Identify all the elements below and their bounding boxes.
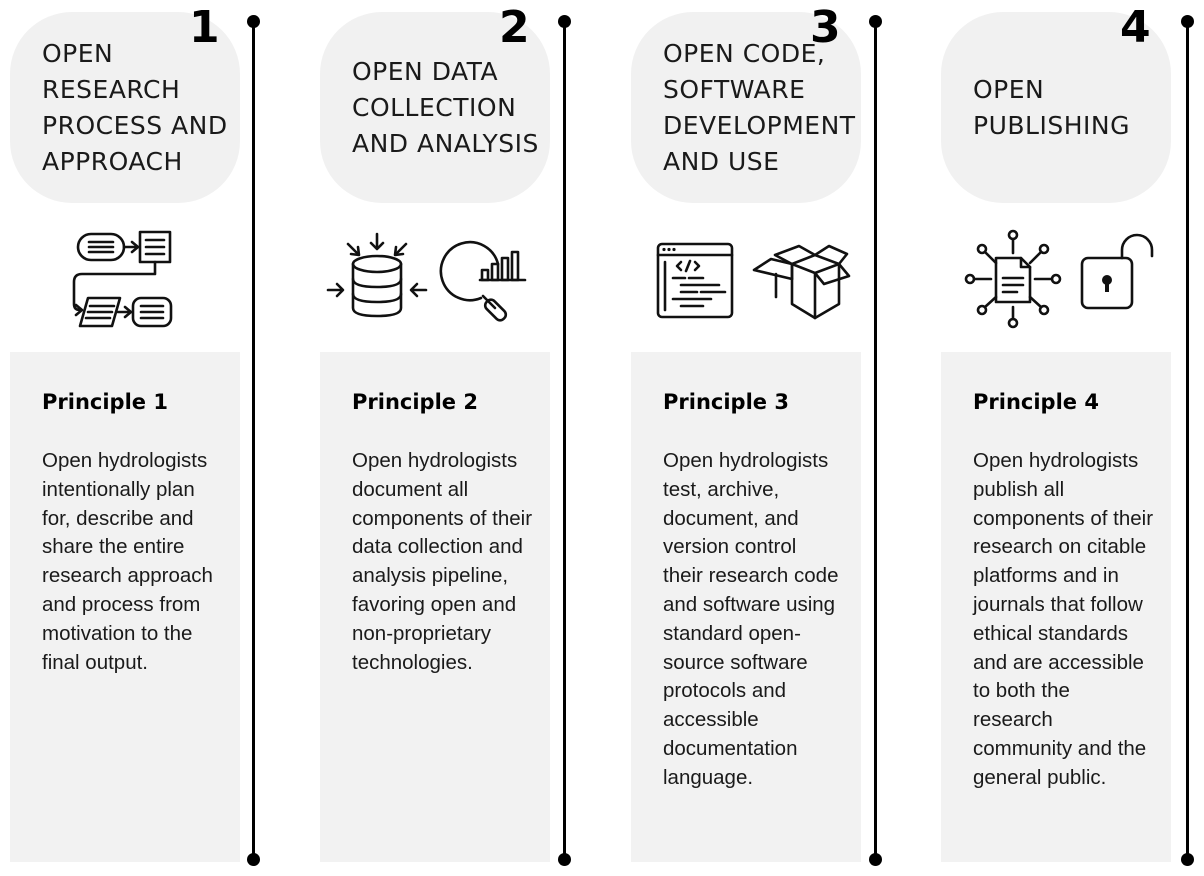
principle-description: Open hydrologists test, archive, document, and version control their research code and software using standard open- source software protocols and accessible documentation language. xyxy=(663,449,839,789)
principle-label: Principle 4 xyxy=(973,390,1099,414)
principle-description: Open hydrologists intentionally plan for, describe and share the entire research approach and process from motivation to the final output. xyxy=(42,449,213,674)
flowchart-icon xyxy=(10,222,240,334)
open-box-icon xyxy=(631,222,861,334)
divider-dot xyxy=(247,15,260,28)
principle-label: Principle 1 xyxy=(42,390,168,414)
open-padlock-icon xyxy=(941,222,1171,334)
column-title: OPEN PUBLISHING xyxy=(973,74,1130,140)
column-divider-2 xyxy=(563,21,566,859)
column-divider-3 xyxy=(874,21,877,859)
column-number: 3 xyxy=(810,2,841,53)
divider-dot xyxy=(1181,15,1194,28)
principle-box xyxy=(631,352,861,862)
divider-dot xyxy=(558,15,571,28)
principle-label: Principle 3 xyxy=(663,390,789,414)
principle-column-2 xyxy=(310,0,620,876)
column-number: 4 xyxy=(1120,2,1151,53)
principle-box xyxy=(941,352,1171,862)
icon-row xyxy=(631,222,861,334)
column-title: OPEN CODE, SOFTWARE DEVELOPMENT AND USE xyxy=(663,38,856,176)
divider-dot xyxy=(558,853,571,866)
column-divider-1 xyxy=(252,21,255,859)
icon-row xyxy=(941,222,1171,334)
divider-dot xyxy=(869,853,882,866)
principle-description: Open hydrologists document all components of their data collection and analysis pipeline, favoring open and non-proprietary technologies. xyxy=(352,449,533,674)
principle-column-1 xyxy=(0,0,310,876)
principle-box xyxy=(10,352,240,862)
divider-dot xyxy=(869,15,882,28)
column-number: 1 xyxy=(189,2,220,53)
icon-row xyxy=(320,222,550,334)
principle-box xyxy=(320,352,550,862)
principle-description: Open hydrologists publish all components of their research on citable platforms and in journals that follow ethical standards and are accessible to both the research community and the general public. xyxy=(973,449,1154,789)
divider-dot xyxy=(1181,853,1194,866)
magnifier-chart-icon xyxy=(320,222,550,334)
principle-label: Principle 2 xyxy=(352,390,478,414)
column-number: 2 xyxy=(499,2,530,53)
column-divider-4 xyxy=(1186,21,1189,859)
principle-column-3 xyxy=(621,0,931,876)
column-title: OPEN RESEARCH PROCESS AND APPROACH xyxy=(42,38,228,176)
column-title: OPEN DATA COLLECTION AND ANALYSIS xyxy=(352,56,539,158)
divider-dot xyxy=(247,853,260,866)
principle-column-4 xyxy=(931,0,1204,876)
icon-row xyxy=(10,222,240,334)
